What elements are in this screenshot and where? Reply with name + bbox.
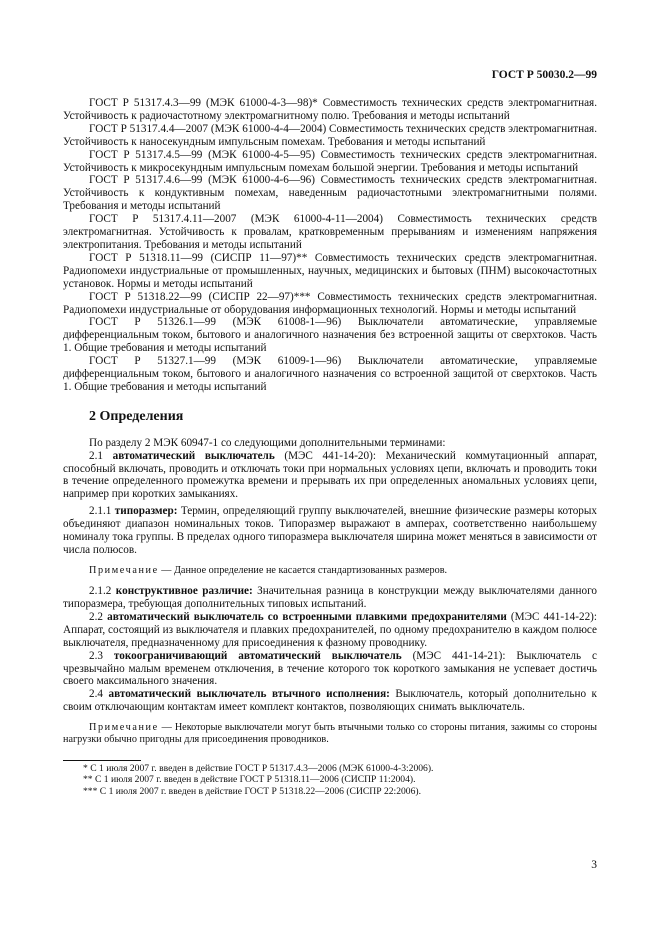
reference-item: ГОСТ Р 51326.1—99 (МЭК 61008-1—96) Выключатели автоматические, управляемые дифференциальным током, бытового и аналогичного назначения без встроенной защиты от сверхтоков. Часть 1. Общие требования и методы испытаний	[63, 316, 597, 355]
definition-2-2	[63, 611, 597, 650]
definition-number: 2.1	[89, 449, 113, 462]
note-text: — Данное определение не касается стандартизованных размеров.	[158, 564, 448, 576]
definition-text: (МЭС 441-14-22): Аппарат, состоящий из выключателя и плавких предохранителей, по одному предохранителю в каждом полюсе выключателя, предназначенному для присоединения к фазному проводнику.	[63, 610, 597, 649]
footnote: *** С 1 июля 2007 г. введен в действие ГОСТ Р 51318.22—2006 (СИСПР 22:2006).	[83, 785, 421, 797]
reference-item: ГОСТ Р 51317.4.11—2007 (МЭК 61000-4-11—2004) Совместимость технических средств электромагнитная. Устойчивость к провалам, кратковременным прерываниям и изменениям напряжения электропитания. Требования и методы испытаний	[63, 213, 597, 251]
definition-term: автоматический выключатель со встроенными плавкими предохранителями	[107, 610, 507, 623]
definition-2-3	[63, 650, 597, 689]
reference-item: ГОСТ Р 51317.4.5—99 (МЭК 61000-4-5—95) Совместимость технических средств электромагнитная. Устойчивость к микросекундным импульсным помехам большой энергии. Требования и методы испытаний	[63, 148, 597, 174]
note-label: Примечание	[89, 722, 159, 734]
definition-2-1-2	[63, 585, 597, 611]
definition-text: Выключатель, который дополнительно к своим отключающим контактам имеет комплект контактов, позволяющих снимать выключатель.	[63, 688, 597, 714]
definition-number: 2.2	[89, 610, 108, 623]
note-text: — Некоторые выключатели могут быть втычными только со стороны питания, зажимы со стороны нагрузки обычно пригодны для присоединения проводников.	[63, 722, 597, 746]
section-title: 2 Определения	[89, 408, 184, 424]
note-1	[63, 565, 597, 577]
footnote: * С 1 июля 2007 г. введен в действие ГОСТ Р 51317.4.3—2006 (МЭК 61000-4-3:2006).	[83, 762, 434, 774]
definition-text: (МЭС 441-14-21): Выключатель с чрезвычайно малым временем отключения, в течение которого ток короткого замыкания не успевает достичь своего максимального значения.	[63, 649, 597, 688]
definition-number: 2.1.2	[89, 585, 116, 598]
definition-text: (МЭС 441-14-20): Механический коммутационный аппарат, способный включать, проводить и отключать токи при нормальных условиях цепи, включать и проводить токи в течение определенного промежутка времени и прерывать их при определенных аномальных условиях цепи, например при коротких замыканиях.	[63, 449, 598, 501]
definition-number: 2.3	[89, 649, 114, 662]
definition-2-1-1	[63, 505, 597, 557]
definition-text: Термин, определяющий группу выключателей, внешние физические размеры которых объединяют диапазон номинальных токов. Типоразмер выражают в амперах, соответственно наибольшему номиналу тока группы. В пределах одного типоразмера выключателя ширина может меняться в зависимости от числа полюсов.	[63, 505, 598, 556]
reference-item: ГОСТ Р 51318.22—99 (СИСПР 22—97)*** Совместимость технических средств электромагнитная. Радиопомехи индустриальные от оборудования информационных технологий. Нормы и методы испытаний	[63, 290, 597, 316]
footnote-divider	[63, 760, 141, 761]
definition-number: 2.1.1	[89, 505, 115, 518]
definition-text: Значительная разница в конструкции между выключателями данного типоразмера, требующая дополнительных типовых испытаний.	[63, 585, 597, 611]
definition-2-1	[63, 450, 597, 502]
definition-term: токоограничивающий автоматический выключатель	[113, 649, 402, 662]
reference-item: ГОСТ Р 51318.11—99 (СИСПР 11—97)** Совместимость технических средств электромагнитная. Радиопомехи индустриальные от промышленных, научных, медицинских и бытовых (ПНМ) высокочастотных установок. Нормы и методы испытаний	[63, 251, 597, 290]
definition-term: типоразмер:	[114, 505, 178, 518]
definition-number: 2.4	[89, 688, 109, 701]
reference-item: ГОСТ Р 51317.4.4—2007 (МЭК 61000-4-4—2004) Совместимость технических средств электромагнитная. Устойчивость к наносекундным импульсным помехам. Требования и методы испытаний	[63, 122, 597, 148]
definition-term: автоматический выключатель втычного исполнения:	[108, 688, 390, 701]
reference-item: ГОСТ Р 51317.4.3—99 (МЭК 61000-4-3—98)* Совместимость технических средств электромагнитная. Устойчивость к радиочастотному электромагнитному полю. Требования и методы испытаний	[63, 97, 597, 122]
page-content	[63, 97, 597, 797]
footnote: ** С 1 июля 2007 г. введен в действие ГОСТ Р 51318.11—2006 (СИСПР 11:2004).	[83, 774, 416, 786]
definition-term: конструктивное различие:	[115, 585, 253, 598]
definition-term: автоматический выключатель	[112, 449, 275, 462]
definition-2-4	[63, 688, 597, 714]
reference-item: ГОСТ Р 51327.1—99 (МЭК 61009-1—96) Выключатели автоматические, управляемые дифференциальным током, бытового и аналогичного назначения со встроенной защитой от сверхтоков. Часть 1. Общие требования и методы испытаний	[63, 355, 597, 393]
page-number: 3	[591, 859, 597, 871]
section-intro: По разделу 2 МЭК 60947-1 со следующими дополнительными терминами:	[89, 436, 446, 449]
reference-item: ГОСТ Р 51317.4.6—99 (МЭК 61000-4-6—96) Совместимость технических средств электромагнитная. Устойчивость к кондуктивным помехам, наведенным радиочастотными электромагнитными полями. Требования и методы испытаний	[63, 174, 597, 213]
document-header-code: ГОСТ Р 50030.2—99	[491, 69, 597, 81]
note-label: Примечание	[89, 564, 159, 576]
note-2	[63, 722, 597, 746]
